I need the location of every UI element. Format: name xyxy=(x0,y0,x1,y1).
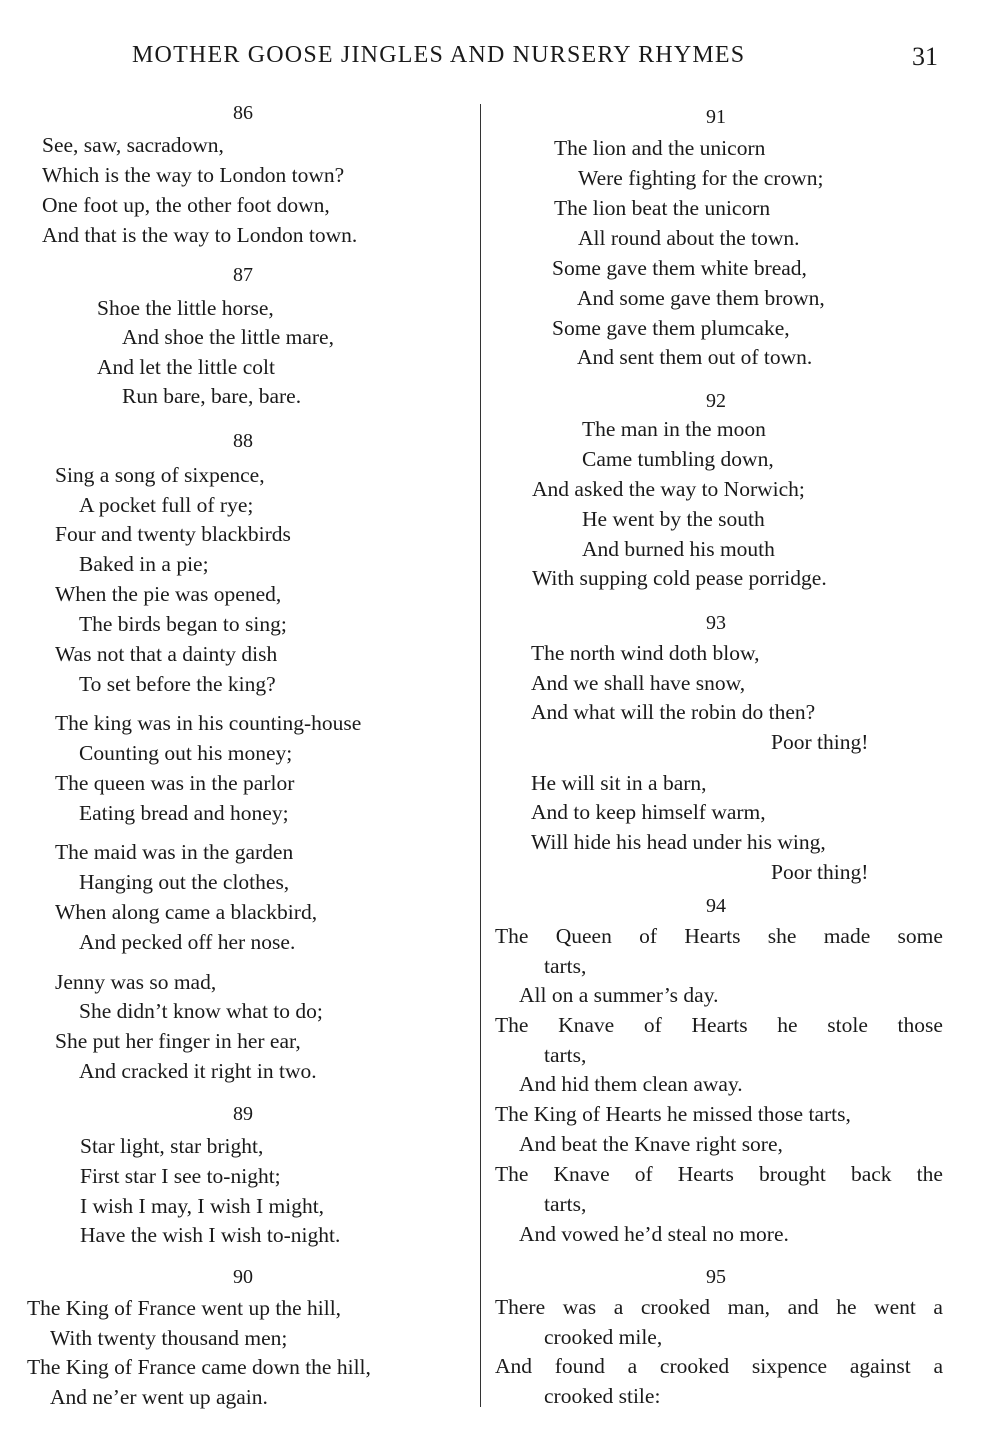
verse-line: Some gave them plumcake, xyxy=(552,316,790,340)
rhyme-number: 92 xyxy=(706,390,726,412)
verse-line: Poor thing! xyxy=(771,730,869,754)
verse-word: back xyxy=(850,1162,892,1186)
verse-line: Jenny was so mad, xyxy=(55,970,217,994)
verse-line-justified xyxy=(495,1354,943,1379)
verse-line: Baked in a pie; xyxy=(79,552,209,576)
verse-line: The lion beat the unicorn xyxy=(554,196,771,220)
verse-line-justified xyxy=(495,1013,943,1038)
verse-line: tarts, xyxy=(544,1043,587,1067)
verse-line-justified xyxy=(495,1295,943,1320)
verse-line: And some gave them brown, xyxy=(577,286,825,310)
verse-word: Hearts xyxy=(684,924,741,948)
verse-line: And vowed he’d steal no more. xyxy=(519,1222,789,1246)
verse-word: of xyxy=(634,1162,653,1186)
verse-line: The lion and the unicorn xyxy=(554,136,766,160)
verse-line: See, saw, sacradown, xyxy=(42,133,224,157)
verse-line: And let the little colt xyxy=(97,355,275,379)
verse-word: brought xyxy=(758,1162,826,1186)
verse-line: Have the wish I wish to-night. xyxy=(80,1223,341,1247)
rhyme-number: 91 xyxy=(706,106,726,128)
verse-word: some xyxy=(897,924,943,948)
page-header xyxy=(0,42,1000,82)
rhyme-number: 95 xyxy=(706,1266,726,1288)
verse-line: I wish I may, I wish I might, xyxy=(80,1194,325,1218)
verse-line: And asked the way to Norwich; xyxy=(532,477,805,501)
verse-line: Which is the way to London town? xyxy=(42,163,345,187)
verse-line: And beat the Knave right sore, xyxy=(519,1132,783,1156)
verse-word: man, xyxy=(727,1295,771,1319)
column-divider xyxy=(480,104,481,1407)
verse-word: a xyxy=(933,1354,943,1378)
verse-line: And that is the way to London town. xyxy=(42,223,358,247)
verse-line: All on a summer’s day. xyxy=(519,983,719,1007)
verse-line: When the pie was opened, xyxy=(55,582,282,606)
verse-line: Shoe the little horse, xyxy=(97,296,274,320)
verse-word: a xyxy=(613,1295,624,1319)
verse-word: stole xyxy=(827,1013,868,1037)
verse-line: The king was in his counting-house xyxy=(55,711,362,735)
verse-word: the xyxy=(916,1162,943,1186)
verse-line: Was not that a dainty dish xyxy=(55,642,278,666)
verse-word: and xyxy=(787,1295,819,1319)
verse-word: There xyxy=(495,1295,546,1319)
page-number: 31 xyxy=(912,42,938,71)
rhyme-number: 93 xyxy=(706,612,726,634)
verse-word: crooked xyxy=(659,1354,730,1378)
verse-word: The xyxy=(495,924,529,948)
verse-word: of xyxy=(639,924,658,948)
verse-line: Some gave them white bread, xyxy=(552,256,807,280)
rhyme-number: 90 xyxy=(233,1266,253,1288)
rhyme-number: 89 xyxy=(233,1103,253,1125)
verse-line: Came tumbling down, xyxy=(582,447,774,471)
verse-word: a xyxy=(933,1295,943,1319)
verse-line: Were fighting for the crown; xyxy=(578,166,824,190)
verse-line: And to keep himself warm, xyxy=(531,800,766,824)
verse-line: All round about the town. xyxy=(578,226,800,250)
running-title: MOTHER GOOSE JINGLES AND NURSERY RHYMES xyxy=(132,42,746,68)
verse-line-justified xyxy=(495,1162,943,1187)
verse-line: He went by the south xyxy=(582,507,765,531)
verse-word: Queen xyxy=(555,924,612,948)
verse-line: When along came a blackbird, xyxy=(55,900,318,924)
verse-line: And hid them clean away. xyxy=(519,1072,743,1096)
verse-line: crooked mile, xyxy=(544,1325,663,1349)
verse-word: he xyxy=(777,1013,798,1037)
verse-line: Will hide his head under his wing, xyxy=(531,830,826,854)
verse-word: of xyxy=(643,1013,662,1037)
verse-line: The north wind doth blow, xyxy=(531,641,760,665)
rhyme-number: 87 xyxy=(233,264,253,286)
verse-line: Four and twenty blackbirds xyxy=(55,522,291,546)
verse-line: The queen was in the parlor xyxy=(55,771,295,795)
verse-line: And cracked it right in two. xyxy=(79,1059,317,1083)
verse-line: And pecked off her nose. xyxy=(79,930,296,954)
rhyme-number: 86 xyxy=(233,102,253,124)
verse-line: The King of Hearts he missed those tarts, xyxy=(495,1102,851,1126)
verse-line: A pocket full of rye; xyxy=(79,493,254,517)
verse-word: found xyxy=(554,1354,605,1378)
verse-line: Poor thing! xyxy=(771,860,869,884)
verse-line: Run bare, bare, bare. xyxy=(122,384,302,408)
verse-line: Counting out his money; xyxy=(79,741,293,765)
verse-word: was xyxy=(562,1295,597,1319)
verse-word: against xyxy=(849,1354,911,1378)
verse-word: those xyxy=(897,1013,943,1037)
verse-word: The xyxy=(495,1013,529,1037)
verse-line: And shoe the little mare, xyxy=(122,325,334,349)
verse-word: he xyxy=(836,1295,857,1319)
verse-line: The maid was in the garden xyxy=(55,840,294,864)
verse-line: He will sit in a barn, xyxy=(531,771,707,795)
verse-line: To set before the king? xyxy=(79,672,276,696)
verse-line: The King of France went up the hill, xyxy=(27,1296,342,1320)
verse-word: made xyxy=(823,924,871,948)
rhyme-number: 88 xyxy=(233,430,253,452)
verse-line: tarts, xyxy=(544,1192,587,1216)
verse-word: Hearts xyxy=(691,1013,748,1037)
verse-line: With twenty thousand men; xyxy=(50,1326,288,1350)
verse-word: crooked xyxy=(640,1295,711,1319)
verse-line: Eating bread and honey; xyxy=(79,801,289,825)
verse-word: Knave xyxy=(558,1013,615,1037)
verse-line: First star I see to-night; xyxy=(80,1164,281,1188)
verse-line: One foot up, the other foot down, xyxy=(42,193,330,217)
verse-line: And sent them out of town. xyxy=(577,345,813,369)
verse-line: Hanging out the clothes, xyxy=(79,870,290,894)
verse-line: She put her finger in her ear, xyxy=(55,1029,301,1053)
verse-word: The xyxy=(495,1162,529,1186)
verse-line: crooked stile: xyxy=(544,1384,661,1408)
verse-word: went xyxy=(874,1295,916,1319)
verse-line: The man in the moon xyxy=(582,417,766,441)
verse-word: she xyxy=(767,924,797,948)
verse-line: Sing a song of sixpence, xyxy=(55,463,265,487)
verse-line: She didn’t know what to do; xyxy=(79,999,323,1023)
verse-word: Knave xyxy=(553,1162,610,1186)
verse-line: And ne’er went up again. xyxy=(50,1385,268,1409)
verse-line: The birds began to sing; xyxy=(79,612,287,636)
verse-word: sixpence xyxy=(751,1354,828,1378)
verse-line: Star light, star bright, xyxy=(80,1134,264,1158)
verse-line: And burned his mouth xyxy=(582,537,775,561)
verse-word: And xyxy=(495,1354,533,1378)
rhyme-number: 94 xyxy=(706,895,726,917)
verse-line: tarts, xyxy=(544,954,587,978)
verse-word: Hearts xyxy=(677,1162,734,1186)
verse-line-justified xyxy=(495,924,943,949)
verse-word: a xyxy=(627,1354,638,1378)
verse-line: With supping cold pease porridge. xyxy=(532,566,827,590)
verse-line: And what will the robin do then? xyxy=(531,700,816,724)
verse-line: And we shall have snow, xyxy=(531,671,746,695)
verse-line: The King of France came down the hill, xyxy=(27,1355,371,1379)
